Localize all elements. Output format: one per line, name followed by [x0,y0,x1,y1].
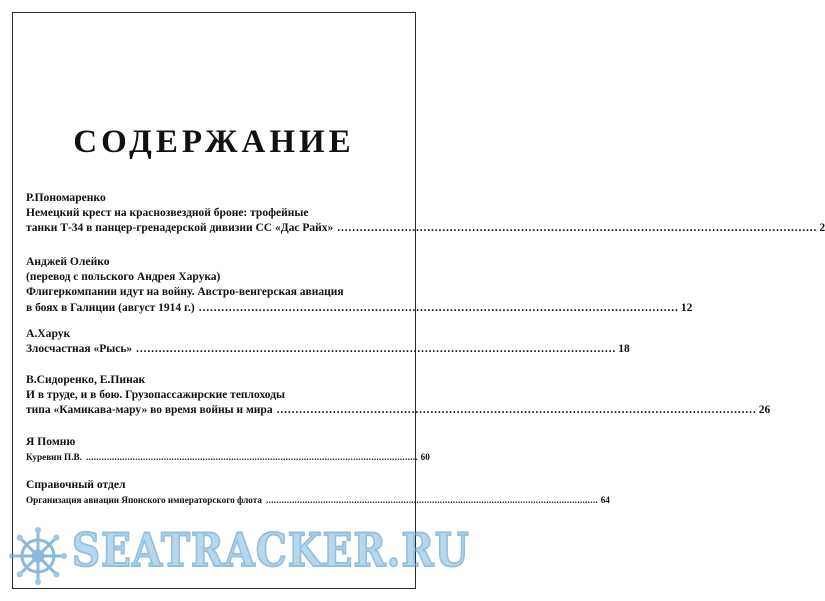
ship-wheel-icon [8,526,68,586]
toc-page-number: 64 [600,494,610,505]
dot-leader [136,342,614,358]
toc-entry-leader-line [26,221,825,237]
toc-entry-1[interactable] [26,190,825,237]
dot-leader [277,403,755,419]
toc-entry-author: Я Помню [26,435,76,448]
toc-entry-title-line: Флигеркомпании идут на войну. Австро-венгерская авиация [26,286,344,299]
toc-entry-leader-line [26,493,610,507]
toc-entry-author: Анджей Олейко [26,255,110,268]
toc-entry-author: Справочный отдел [26,478,126,491]
toc-entry-title-line: Немецкий крест на краснозвездной броне: трофейные [26,206,309,219]
toc-page-number: 60 [420,451,430,462]
toc-page-number: 18 [618,342,630,355]
contents-heading: СОДЕРЖАНИЕ [73,124,355,160]
toc-entry-title-line: И в труде, и в бою. Грузопассажирские теплоходы [26,388,285,401]
toc-entry-title-line: типа «Камикава-мару» во время войны и мира [26,404,273,417]
toc-entry-2[interactable] [26,254,693,316]
toc-entry-title-line: танки Т-34 в панцер-гренадерской дивизии СС «Дас Райх» [26,222,334,235]
dot-leader [266,493,597,507]
toc-entry-title-line: Злосчастная «Рысь» [26,342,133,355]
dot-leader [199,301,677,317]
toc-entry-author: Р.Пономаренко [26,191,106,204]
dot-leader [86,450,417,464]
watermark-text: SEATRACKER.RU [72,523,470,578]
toc-entry-author: В.Сидоренко, Е.Пинак [26,373,146,386]
toc-entry-title-line: Куревин П.В. [26,451,82,462]
toc-entry-leader-line [26,450,430,464]
toc-entry-title-line: в боях в Галиции (август 1914 г.) [26,301,195,314]
toc-entry-5[interactable] [26,434,430,464]
dot-leader [337,221,815,237]
toc-entry-leader-line [26,403,771,419]
toc-entry-title-line: (перевод с польского Андрея Харука) [26,270,221,283]
toc-page-number: 12 [680,301,693,314]
toc-entry-3[interactable] [26,326,630,357]
watermark [0,523,470,596]
toc-page-number: 26 [758,404,771,417]
toc-entry-4[interactable] [26,372,771,419]
toc-entry-author: А.Харук [26,327,71,340]
toc-page-number: 2 [819,222,825,235]
toc-entry-title-line: Организация авиации Японского императорского флота [26,494,262,505]
toc-entry-6[interactable] [26,477,610,507]
toc-entry-leader-line [26,342,630,358]
toc-entry-leader-line [26,301,693,317]
